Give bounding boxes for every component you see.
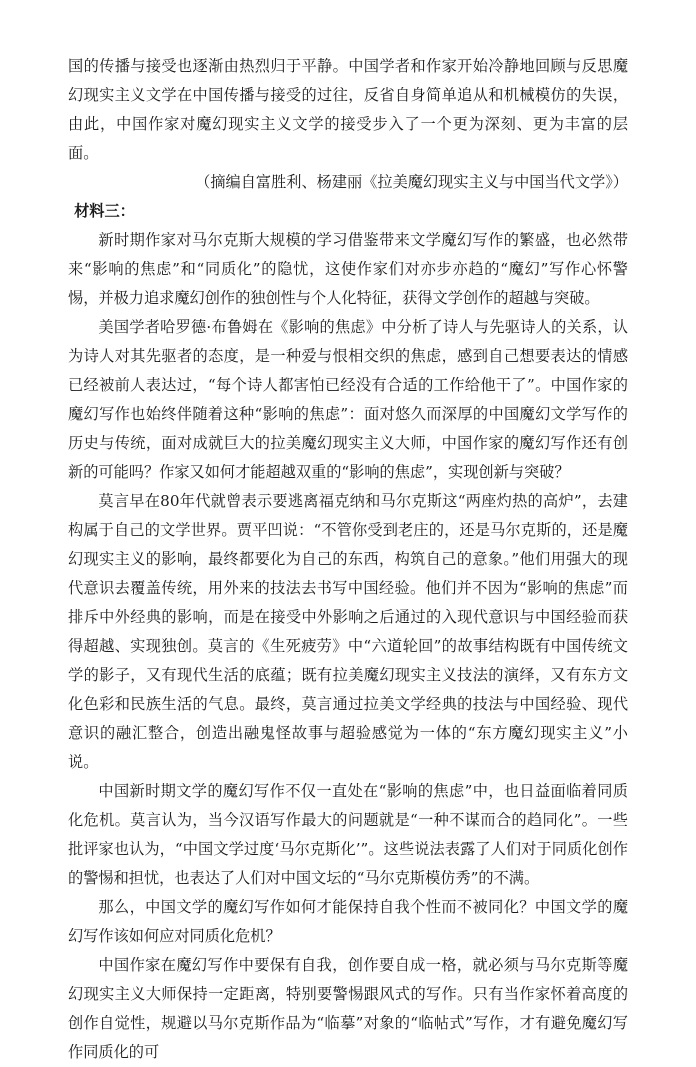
paragraph-4: 中国新时期文学的魔幻写作不仅一直处在“影响的焦虑”中，也日益面临着同质化危机。莫言认为，当今汉语写作最大的问题就是“一种不谋而合的趋同化”。一些批评家也认为，“中国文学过度‘马尔克斯化’”。这些说法表露了人们对于同质化创作的警惕和担忧，也表达了人们对中国文坛的“马尔克斯模仿秀”的不满。	[68, 782, 628, 887]
paragraph-5: 那么，中国文学的魔幻写作如何才能保持自我个性而不被同化？中国文学的魔幻写作该如何应对同质化危机？	[68, 898, 628, 945]
paragraph-1: 新时期作家对马尔克斯大规模的学习借鉴带来文学魔幻写作的繁盛，也必然带来“影响的焦虑”和“同质化”的隐忧，这使作家们对亦步亦趋的“魔幻”写作心怀警惕，并极力追求魔幻创作的独创性与个人化特征，获得文学创作的超越与突破。	[68, 231, 628, 307]
paragraph-2: 美国学者哈罗德·布鲁姆在《影响的焦虑》中分析了诗人与先驱诗人的关系，认为诗人对其先驱者的态度，是一种爱与恨相交织的焦虑，感到自己想要表达的情感已经被前人表达过，“每个诗人都害怕已经没有合适的工作给他干了”。中国作家的魔幻写作也始终伴随着这种“影响的焦虑”：面对悠久而深厚的中国魔幻文学写作的历史与传统，面对成就巨大的拉美魔幻现实主义大师，中国作家的魔幻写作还有创新的可能吗？作家又如何才能超越双重的“影响的焦虑”，实现创新与突破？	[68, 318, 628, 481]
paragraph-6: 中国作家在魔幻写作中要保有自我，创作要自成一格，就必须与马尔克斯等魔幻现实主义大师保持一定距离，特别要警惕跟风式的写作。只有当作家怀着高度的创作自觉性，规避以马尔克斯作品为“临摹”对象的“临帖式”写作，才有避免魔幻写作同质化的可	[68, 956, 628, 1061]
paragraph-3: 莫言早在80年代就曾表示要逃离福克纳和马尔克斯这“两座灼热的高炉”，去建构属于自己的文学世界。贾平凹说：“不管你受到老庄的，还是马尔克斯的，还是魔幻现实主义的影响，最终都要化为自己的东西，构筑自己的意象。”他们用强大的现代意识去覆盖传统，用外来的技法去书写中国经验。他们并不因为“影响的焦虑”而排斥中外经典的影响，而是在接受中外影响之后通过的入现代意识与中国经验而获得超越、实现独创。莫言的《生死疲劳》中“六道轮回”的故事结构既有中国传统文学的影子，又有现代生活的底蕴；既有拉美魔幻现实主义技法的演绎，又有东方文化色彩和民族生活的气息。最终，莫言通过拉美文学经典的技法与中国经验、现代意识的融汇整合，创造出融鬼怪故事与超验感觉为一体的“东方魔幻现实主义”小说。	[68, 492, 628, 771]
document-page	[68, 52, 628, 1067]
paragraph-continued: 国的传播与接受也逐渐由热烈归于平静。中国学者和作家开始冷静地回顾与反思魔幻现实主义文学在中国传播与接受的过往，反省自身简单追从和机械模仿的失误，由此，中国作家对魔幻现实主义文学的接受步入了一个更为深刻、更为丰富的层面。	[68, 57, 628, 162]
section-heading-material-3: 材料三：	[74, 202, 135, 220]
source-citation: （摘编自富胜利、杨建丽《拉美魔幻现实主义与中国当代文学》）	[195, 173, 628, 191]
